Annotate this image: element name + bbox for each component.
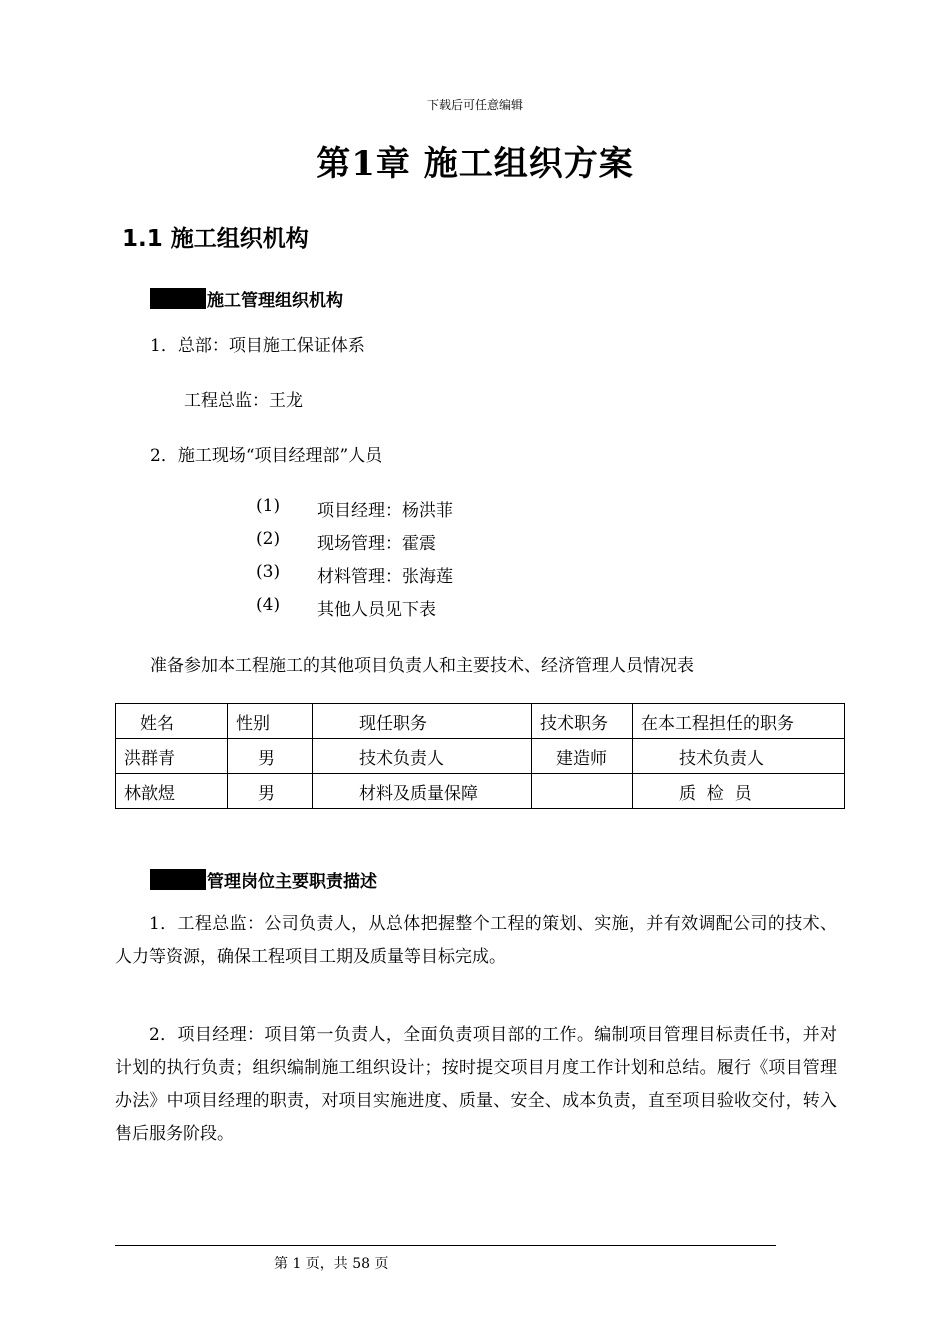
table-cell: 质 检 员 [633,774,845,809]
section-title: 1.1 施工组织机构 [122,226,309,252]
subsection-heading-org [150,286,343,311]
subsection-heading-text: 管理岗位主要职责描述 [207,872,377,892]
table-cell: 林歆煜 [116,774,228,809]
table-cell [532,774,633,809]
table-header-cell: 技术职务 [532,704,633,739]
item-site: 2．施工现场“项目经理部”人员 [150,446,383,466]
staff-table [115,703,845,809]
table-cell: 男 [228,739,313,774]
table-caption: 准备参加本工程施工的其他项目负责人和主要技术、经济管理人员情况表 [150,656,694,676]
duty-paragraph-pm: 2．项目经理：项目第一负责人，全面负责项目部的工作。编制项目管理目标责任书，并对计划的执行负责；组织编制施工组织设计；按时提交项目月度工作计划和总结。履行《项目管理办法》中项目经理的职责，对项目实施进度、质量、安全、成本负责，直至项目验收交付，转入售后服务阶段。 [115,1025,837,1144]
duty-paragraph-director: 1．工程总监：公司负责人，从总体把握整个工程的策划、实施，并有效调配公司的技术、人力等资源，确保工程项目工期及质量等目标完成。 [115,914,837,967]
list-text: 其他人员见下表 [317,600,436,620]
header-note: 下载后可任意编辑 [426,98,523,112]
table-cell: 技术负责人 [313,739,532,774]
list-num: (3) [256,562,281,582]
table-cell: 洪群青 [116,739,228,774]
list-text: 材料管理：张海莲 [317,567,453,587]
table-header-cell: 姓名 [116,704,228,739]
table-row [116,774,845,809]
list-text: 现场管理：霍震 [317,534,436,554]
list-num: (1) [256,496,281,516]
subsection-heading-text: 施工管理组织机构 [207,291,343,311]
item-hq-detail: 工程总监：王龙 [184,391,303,411]
page-number: 第 1 页，共 58 页 [274,1256,389,1272]
footer-rule [115,1245,776,1246]
table-header-cell: 现任职务 [313,704,532,739]
table-header-cell: 在本工程担任的职务 [633,704,845,739]
chapter-title: 第1章 施工组织方案 [316,144,634,184]
table-cell: 技术负责人 [633,739,845,774]
table-cell: 男 [228,774,313,809]
redaction-block [150,288,206,309]
table-cell: 材料及质量保障 [313,774,532,809]
table-header-cell: 性别 [228,704,313,739]
list-num: (4) [256,595,281,615]
subsection-heading-duties [150,867,377,892]
table-row [116,739,845,774]
table-header-row [116,704,845,739]
list-num: (2) [256,529,281,549]
table-cell: 建造师 [532,739,633,774]
list-text: 项目经理：杨洪菲 [317,501,453,521]
item-hq: 1．总部：项目施工保证体系 [150,336,365,356]
redaction-block [150,869,206,890]
